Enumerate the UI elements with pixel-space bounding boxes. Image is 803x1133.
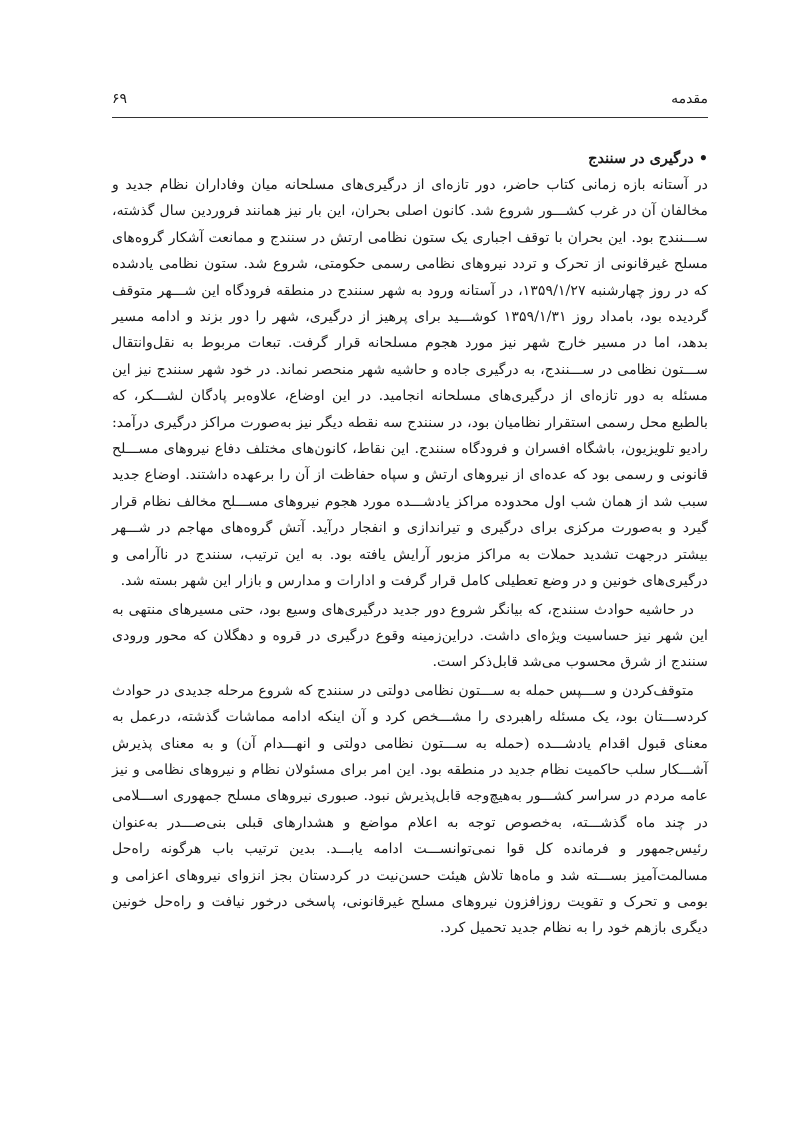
section-heading: • درگیری در سنندج (588, 150, 708, 167)
paragraph-3: متوقف‌کردن و ســـپس حمله به ســـتون نظامی دولتی در سنندج که شروع مرحله جدیدی در حوادث کردســـتان بود، یک مسئله راهبردی را مشـــخص کرد و آن اینکه ادامه مماشات گذشته، درعمل به معنای قبول اقدام یادشـــده (حمله به ســـتون نظامی دولتی و انهـــدام آن) و به معنای پذیرش آشـــکار سلب حاکمیت نظام جدید در منطقه بود. این امر برای مسئولان نظام و نیروهای نظامی و نیز عامه مردم در سراسر کشـــور به‌هیچ‌وجه قابل‌پذیرش نبود. صبوری نیروهای مسلح جمهوری اســـلامی در چند ماه گذشـــته، به‌خصوص توجه به اعلام مواضع و هشدارهای قبلی بنی‌صـــدر به‌عنوان رئیس‌جمهور و فرمانده کل قوا نمی‌توانســـت ادامه یابـــد. بدین ترتیب باب هرگونه راه‌حل مسالمت‌آمیز بســـته شد و ماه‌ها تلاش هیئت حسن‌نیت در کردستان بجز انزوای نیروهای اعزامی و بومی و تحرک و تقویت روزافزون نیروهای مسلح غیرقانونی، پاسخی درخور نیافت و راه‌حل خونین دیگری بازهم خود را به نظام جدید تحمیل کرد. (112, 682, 708, 937)
main-content (112, 146, 708, 942)
header-rule (112, 117, 708, 118)
paragraph-1: در آستانه بازه زمانی کتاب حاضر، دور تازه‌ای از درگیری‌های مسلحانه میان وفاداران نظام جدید و مخالفان آن در غرب کشـــور شروع شد. کانون اصلی بحران، این بار نیز همانند فروردین سال گذشته، ســـنندج بود. این بحران با توقف اجباری یک ستون نظامی ارتش در سنندج و ممانعت آشکار گروه‌های مسلح غیرقانونی از تحرک و تردد نیروهای نظامی رسمی حکومتی، شروع شد. ستون نظامی یادشده که در روز چهارشنبه ۱۳۵۹/۱/۲۷، در آستانه ورود به شهر سنندج در منطقه فرودگاه این شـــهر متوقف گردیده بود، بامداد روز ۱۳۵۹/۱/۳۱ کوشـــید برای پرهیز از درگیری، شهر را دور بزند و ادامه مسیر بدهد، اما در مسیر خارج شهر نیز مورد هجوم مسلحانه قرار گرفت. تبعات مربوط به نقل‌وانتقال ســـتون نظامی در ســـنندج، به درگیری جاده و حاشیه شهر منحصر نماند. در خود شهر سنندج نیز این مسئله به دور تازه‌ای از درگیری‌های مسلحانه انجامید. در این اوضاع، علاوه‌بر پادگان لشـــکر، که بالطبع محل رسمی استقرار نظامیان بود، در سنندج سه نقطه دیگر نیز به‌صورت مراکز درگیری درآمد: رادیو تلویزیون، باشگاه افسران و فرودگاه سنندج. این نقاط، کانون‌های مختلف دفاع نیروهای مســـلح قانونی و رسمی بود که عده‌ای از نیروهای ارتش و سپاه حفاظت از آن را برعهده داشتند. اوضاع جدید سبب شد از همان شب اول محدوده مراکز یادشـــده مورد هجوم نیروهای مســـلح مخالف نظام قرار گیرد و به‌صورت مرکزی برای درگیری و تیراندازی و انفجار درآید. آتش گروه‌های مهاجم در شـــهر بیشتر درجهت تشدید حملات به مراکز مزبور آرایش یافته بود. به این ترتیب، سنندج در ناآرامی و درگیری‌های خونین و در وضع تعطیلی کامل قرار گرفت و ادارات و مدارس و بازار این شهر بسته شد. (112, 177, 709, 590)
page-number: ۶۹ (112, 91, 128, 107)
chapter-title: مقدمه (671, 91, 708, 107)
paragraph-2: در حاشیه حوادث سنندج، که بیانگر شروع دور جدید درگیری‌های وسیع بود، حتی مسیرهای منتهی به این شهر نیز حساسیت ویژه‌ای داشت. دراین‌زمینه وقوع درگیری در قروه و دهگلان که محور ورودی سنندج از شرق محسوب می‌شد قابل‌ذکر است. (112, 601, 708, 671)
running-header (112, 86, 708, 112)
